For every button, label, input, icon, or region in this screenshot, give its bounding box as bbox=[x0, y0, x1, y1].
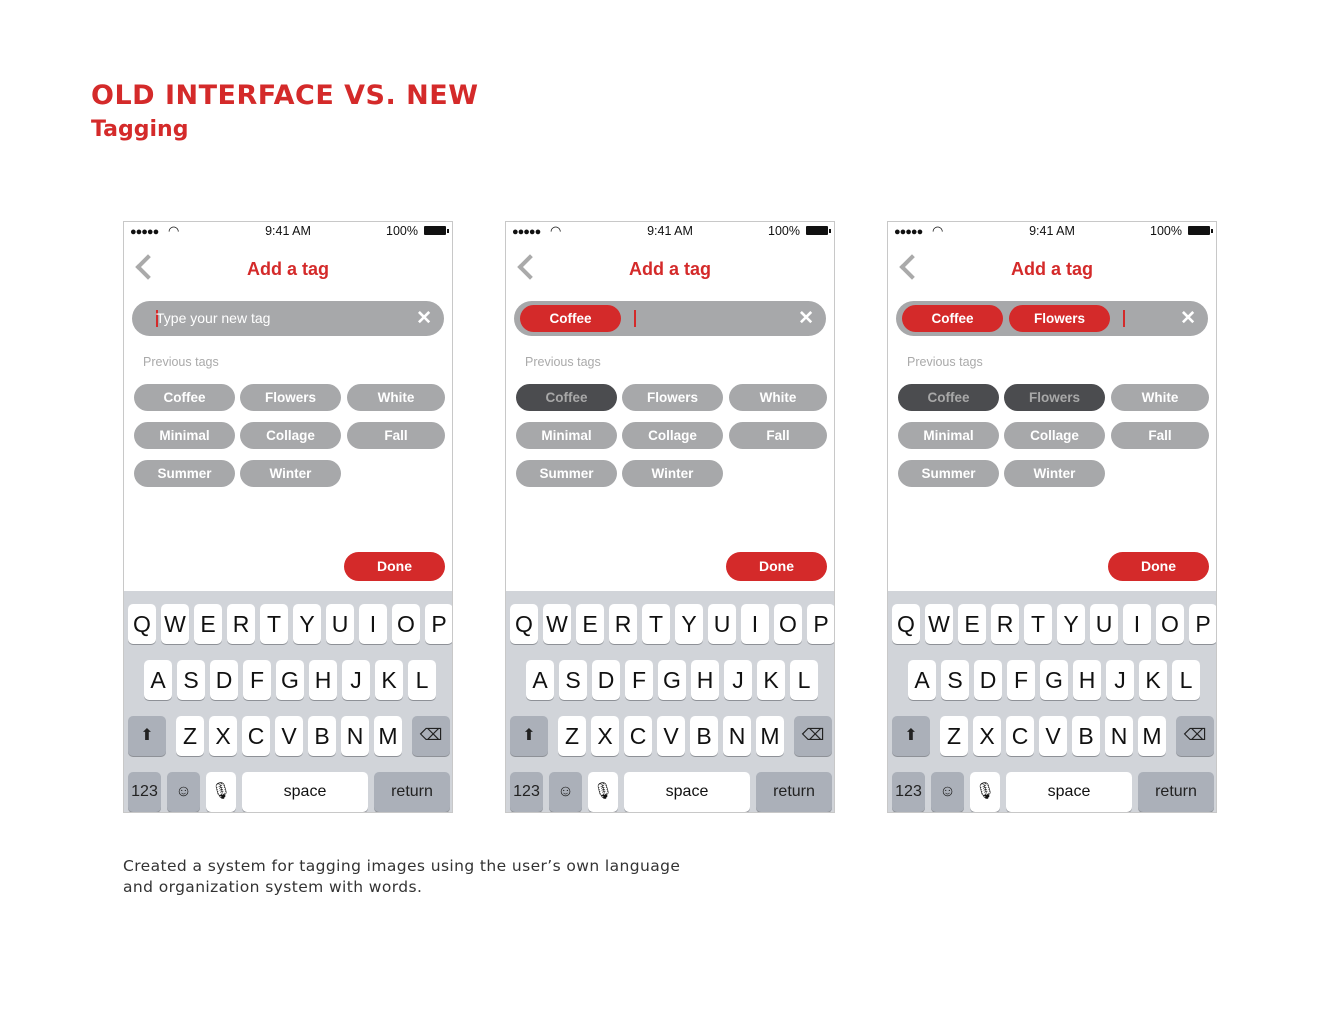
key-s[interactable]: S bbox=[559, 660, 587, 700]
previous-tag[interactable]: Fall bbox=[1111, 422, 1209, 449]
key-o[interactable]: O bbox=[1156, 604, 1184, 644]
previous-tags-label: Previous tags bbox=[907, 355, 983, 369]
key-x[interactable]: X bbox=[973, 716, 1001, 756]
key-u[interactable]: U bbox=[326, 604, 354, 644]
tag-input[interactable] bbox=[896, 301, 1208, 336]
key-l[interactable]: L bbox=[790, 660, 818, 700]
key-k[interactable]: K bbox=[375, 660, 403, 700]
key-h[interactable]: H bbox=[1073, 660, 1101, 700]
key-j[interactable]: J bbox=[724, 660, 752, 700]
phone-screen-2 bbox=[505, 221, 835, 813]
key-f[interactable]: F bbox=[625, 660, 653, 700]
key-e[interactable]: E bbox=[576, 604, 604, 644]
keyboard bbox=[124, 591, 452, 812]
microphone-key[interactable]: 🎙 bbox=[588, 772, 618, 812]
space-key[interactable]: space bbox=[624, 772, 750, 812]
battery-icon bbox=[424, 226, 446, 235]
tag-input-placeholder: Type your new tag bbox=[156, 310, 271, 326]
done-button[interactable]: Done bbox=[344, 552, 445, 581]
key-x[interactable]: X bbox=[591, 716, 619, 756]
previous-tag[interactable]: Coffee bbox=[516, 384, 617, 411]
key-w[interactable]: W bbox=[543, 604, 571, 644]
phone-screen-1 bbox=[123, 221, 453, 813]
wifi-icon: ◠ bbox=[168, 223, 180, 238]
added-tag-chip[interactable]: Coffee bbox=[520, 305, 621, 332]
battery-icon bbox=[806, 226, 828, 235]
nav-title: Add a tag bbox=[1010, 259, 1093, 279]
key-b[interactable]: B bbox=[690, 716, 718, 756]
previous-tags-label: Previous tags bbox=[525, 355, 601, 369]
key-r[interactable]: R bbox=[609, 604, 637, 644]
status-bar bbox=[888, 222, 1216, 242]
nav-title: Add a tag bbox=[628, 259, 711, 279]
previous-tag[interactable]: Collage bbox=[240, 422, 341, 449]
text-cursor bbox=[1123, 310, 1125, 327]
key-f[interactable]: F bbox=[1007, 660, 1035, 700]
space-key[interactable]: space bbox=[1006, 772, 1132, 812]
space-key[interactable]: space bbox=[242, 772, 368, 812]
status-time: 9:41 AM bbox=[647, 224, 693, 238]
previous-tags-label: Previous tags bbox=[143, 355, 219, 369]
previous-tag[interactable]: Winter bbox=[1004, 460, 1105, 487]
previous-tag[interactable]: Summer bbox=[134, 460, 235, 487]
previous-tag[interactable]: White bbox=[347, 384, 445, 411]
key-u[interactable]: U bbox=[1090, 604, 1118, 644]
key-o[interactable]: O bbox=[392, 604, 420, 644]
key-t[interactable]: T bbox=[1024, 604, 1052, 644]
description-text: Created a system for tagging images using the user’s own language and organization system with words. bbox=[123, 857, 681, 896]
key-z[interactable]: Z bbox=[558, 716, 586, 756]
key-b[interactable]: B bbox=[1072, 716, 1100, 756]
key-e[interactable]: E bbox=[194, 604, 222, 644]
key-p[interactable]: P bbox=[425, 604, 453, 644]
added-tag-chip[interactable]: Flowers bbox=[1009, 305, 1110, 332]
key-n[interactable]: N bbox=[1105, 716, 1133, 756]
signal-icon: ●●●●● bbox=[894, 226, 923, 238]
previous-tag[interactable]: White bbox=[1111, 384, 1209, 411]
microphone-key[interactable]: 🎙 bbox=[206, 772, 236, 812]
added-tag-chip[interactable]: Coffee bbox=[902, 305, 1003, 332]
phone-screen-3 bbox=[887, 221, 1217, 813]
key-d[interactable]: D bbox=[592, 660, 620, 700]
previous-tag[interactable]: Winter bbox=[622, 460, 723, 487]
close-icon[interactable]: ✕ bbox=[416, 308, 432, 329]
key-p[interactable]: P bbox=[807, 604, 835, 644]
previous-tag[interactable]: Minimal bbox=[898, 422, 999, 449]
key-r[interactable]: R bbox=[227, 604, 255, 644]
numbers-key[interactable]: 123 bbox=[510, 772, 543, 812]
key-x[interactable]: X bbox=[209, 716, 237, 756]
return-key[interactable]: return bbox=[1138, 772, 1214, 812]
battery-icon bbox=[1188, 226, 1210, 235]
key-q[interactable]: Q bbox=[128, 604, 156, 644]
key-e[interactable]: E bbox=[958, 604, 986, 644]
key-z[interactable]: Z bbox=[940, 716, 968, 756]
key-h[interactable]: H bbox=[691, 660, 719, 700]
key-l[interactable]: L bbox=[408, 660, 436, 700]
status-time: 9:41 AM bbox=[1029, 224, 1075, 238]
key-m[interactable]: M bbox=[1138, 716, 1166, 756]
key-c[interactable]: C bbox=[624, 716, 652, 756]
key-m[interactable]: M bbox=[374, 716, 402, 756]
status-time: 9:41 AM bbox=[265, 224, 311, 238]
close-icon[interactable]: ✕ bbox=[798, 308, 814, 329]
key-d[interactable]: D bbox=[210, 660, 238, 700]
key-y[interactable]: Y bbox=[675, 604, 703, 644]
key-u[interactable]: U bbox=[708, 604, 736, 644]
key-i[interactable]: I bbox=[359, 604, 387, 644]
tag-input[interactable] bbox=[132, 301, 444, 336]
key-l[interactable]: L bbox=[1172, 660, 1200, 700]
signal-icon: ●●●●● bbox=[130, 226, 159, 238]
wifi-icon: ◠ bbox=[550, 223, 562, 238]
previous-tag[interactable]: Flowers bbox=[622, 384, 723, 411]
key-g[interactable]: G bbox=[1040, 660, 1068, 700]
key-o[interactable]: O bbox=[774, 604, 802, 644]
previous-tag[interactable]: Flowers bbox=[240, 384, 341, 411]
key-q[interactable]: Q bbox=[510, 604, 538, 644]
status-bar bbox=[124, 222, 452, 242]
battery-percent: 100% bbox=[768, 224, 800, 238]
key-m[interactable]: M bbox=[756, 716, 784, 756]
key-s[interactable]: S bbox=[941, 660, 969, 700]
key-q[interactable]: Q bbox=[892, 604, 920, 644]
key-k[interactable]: K bbox=[1139, 660, 1167, 700]
key-v[interactable]: V bbox=[657, 716, 685, 756]
previous-tag[interactable]: Flowers bbox=[1004, 384, 1105, 411]
key-j[interactable]: J bbox=[342, 660, 370, 700]
page-title: OLD INTERFACE VS. NEW bbox=[91, 80, 479, 111]
key-d[interactable]: D bbox=[974, 660, 1002, 700]
done-button[interactable]: Done bbox=[726, 552, 827, 581]
key-g[interactable]: G bbox=[658, 660, 686, 700]
key-v[interactable]: V bbox=[275, 716, 303, 756]
key-i[interactable]: I bbox=[1123, 604, 1151, 644]
key-a[interactable]: A bbox=[144, 660, 172, 700]
nav-title: Add a tag bbox=[246, 259, 329, 279]
key-j[interactable]: J bbox=[1106, 660, 1134, 700]
numbers-key[interactable]: 123 bbox=[892, 772, 925, 812]
key-b[interactable]: B bbox=[308, 716, 336, 756]
previous-tag[interactable]: Collage bbox=[622, 422, 723, 449]
emoji-key[interactable]: ☺ bbox=[167, 772, 200, 812]
key-a[interactable]: A bbox=[526, 660, 554, 700]
key-s[interactable]: S bbox=[177, 660, 205, 700]
keyboard bbox=[506, 591, 834, 812]
key-n[interactable]: N bbox=[723, 716, 751, 756]
delete-key[interactable]: ⌫ bbox=[794, 716, 832, 756]
previous-tag[interactable]: Summer bbox=[516, 460, 617, 487]
delete-key[interactable]: ⌫ bbox=[1176, 716, 1214, 756]
status-bar bbox=[506, 222, 834, 242]
key-k[interactable]: K bbox=[757, 660, 785, 700]
return-key[interactable]: return bbox=[374, 772, 450, 812]
previous-tag[interactable]: Winter bbox=[240, 460, 341, 487]
key-z[interactable]: Z bbox=[176, 716, 204, 756]
previous-tag[interactable]: White bbox=[729, 384, 827, 411]
key-v[interactable]: V bbox=[1039, 716, 1067, 756]
previous-tag[interactable]: Minimal bbox=[134, 422, 235, 449]
previous-tag[interactable]: Fall bbox=[729, 422, 827, 449]
battery-percent: 100% bbox=[386, 224, 418, 238]
key-y[interactable]: Y bbox=[1057, 604, 1085, 644]
numbers-key[interactable]: 123 bbox=[128, 772, 161, 812]
key-a[interactable]: A bbox=[908, 660, 936, 700]
key-r[interactable]: R bbox=[991, 604, 1019, 644]
tag-input[interactable] bbox=[514, 301, 826, 336]
return-key[interactable]: return bbox=[756, 772, 832, 812]
keyboard bbox=[888, 591, 1216, 812]
shift-key[interactable]: ⬆ bbox=[128, 716, 166, 756]
shift-key[interactable]: ⬆ bbox=[510, 716, 548, 756]
key-c[interactable]: C bbox=[242, 716, 270, 756]
delete-key[interactable]: ⌫ bbox=[412, 716, 450, 756]
key-p[interactable]: P bbox=[1189, 604, 1217, 644]
key-f[interactable]: F bbox=[243, 660, 271, 700]
key-w[interactable]: W bbox=[925, 604, 953, 644]
previous-tag[interactable]: Collage bbox=[1004, 422, 1105, 449]
key-t[interactable]: T bbox=[642, 604, 670, 644]
battery-percent: 100% bbox=[1150, 224, 1182, 238]
page-subtitle: Tagging bbox=[91, 117, 189, 142]
signal-icon: ●●●●● bbox=[512, 226, 541, 238]
key-w[interactable]: W bbox=[161, 604, 189, 644]
emoji-key[interactable]: ☺ bbox=[931, 772, 964, 812]
key-y[interactable]: Y bbox=[293, 604, 321, 644]
key-i[interactable]: I bbox=[741, 604, 769, 644]
close-icon[interactable]: ✕ bbox=[1180, 308, 1196, 329]
microphone-key[interactable]: 🎙 bbox=[970, 772, 1000, 812]
key-g[interactable]: G bbox=[276, 660, 304, 700]
previous-tag[interactable]: Summer bbox=[898, 460, 999, 487]
previous-tag[interactable]: Coffee bbox=[898, 384, 999, 411]
previous-tag[interactable]: Coffee bbox=[134, 384, 235, 411]
wifi-icon: ◠ bbox=[932, 223, 944, 238]
key-c[interactable]: C bbox=[1006, 716, 1034, 756]
previous-tag[interactable]: Fall bbox=[347, 422, 445, 449]
key-h[interactable]: H bbox=[309, 660, 337, 700]
done-button[interactable]: Done bbox=[1108, 552, 1209, 581]
key-t[interactable]: T bbox=[260, 604, 288, 644]
key-n[interactable]: N bbox=[341, 716, 369, 756]
previous-tag[interactable]: Minimal bbox=[516, 422, 617, 449]
emoji-key[interactable]: ☺ bbox=[549, 772, 582, 812]
text-cursor bbox=[634, 310, 636, 327]
shift-key[interactable]: ⬆ bbox=[892, 716, 930, 756]
